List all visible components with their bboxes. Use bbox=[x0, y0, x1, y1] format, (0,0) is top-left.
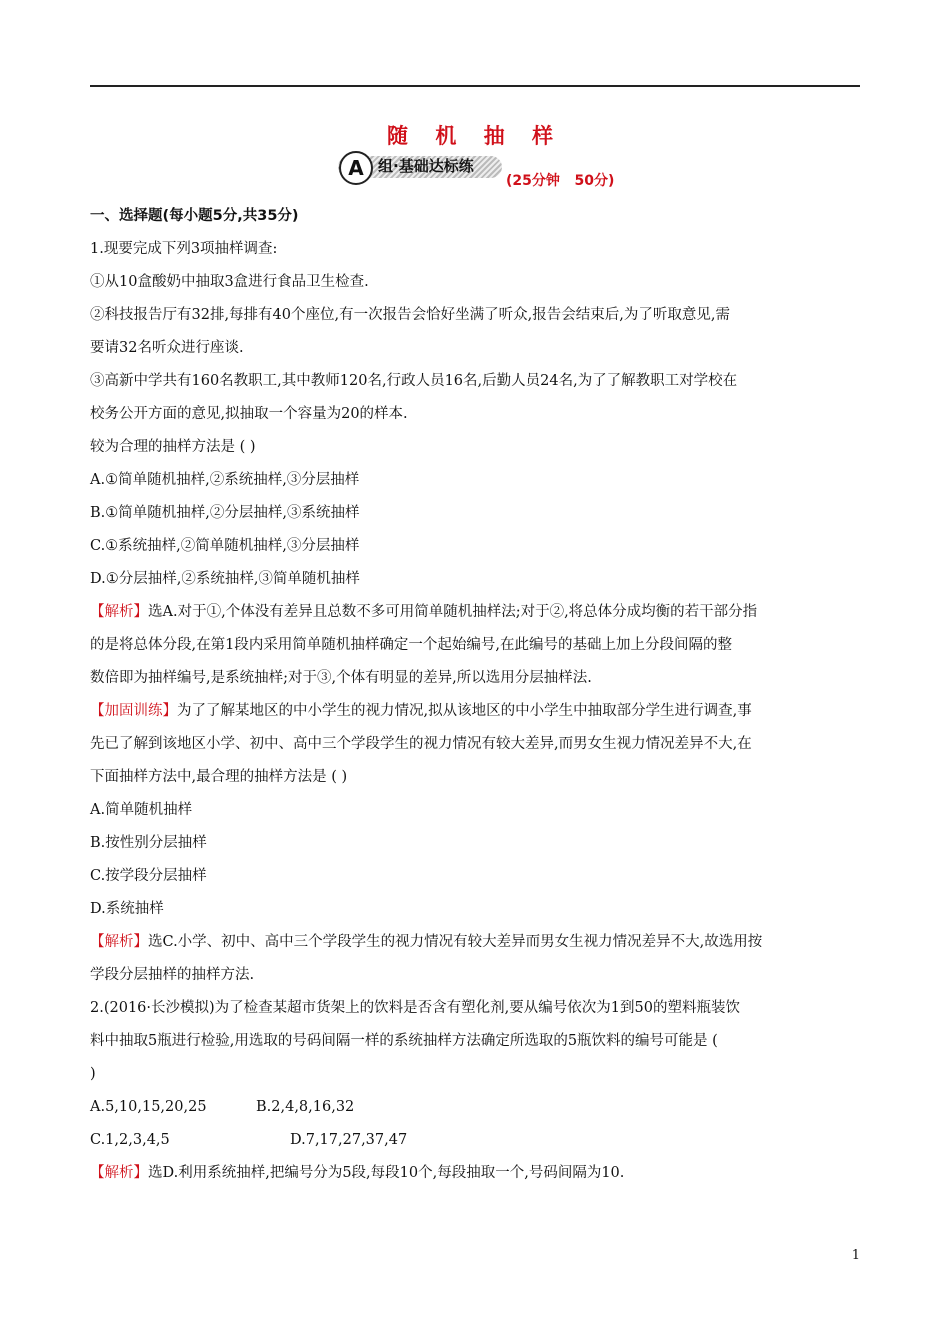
reinforce-text: 为了了解某地区的中小学生的视力情况,拟从该地区的中小学生中抽取部分学生进行调查,事 bbox=[177, 703, 752, 719]
q2-analysis bbox=[90, 1157, 862, 1190]
q1-stem: 1.现要完成下列3项抽样调查: bbox=[90, 241, 278, 257]
q1-analysis-cont-2: 数倍即为抽样编号,是系统抽样;对于③,个体有明显的差异,所以选用分层抽样法. bbox=[90, 670, 592, 686]
document-body bbox=[90, 200, 862, 1190]
reinforce-stem-cont: 先已了解到该地区小学、初中、高中三个学段学生的视力情况有较大差异,而男女生视力情况差异不大,在 bbox=[90, 736, 752, 752]
q2-stem-cont: 料中抽取5瓶进行检验,用选取的号码间隔一样的系统抽样方法确定所选取的5瓶饮料的编号可能是 ( bbox=[90, 1033, 718, 1049]
header-rule bbox=[90, 85, 860, 87]
q2-option-a: A.5,10,15,20,25 bbox=[90, 1099, 207, 1115]
section-heading: 一、选择题(每小题5分,共35分) bbox=[90, 208, 299, 224]
group-badge bbox=[338, 150, 758, 189]
q2-option-d: D.7,17,27,37,47 bbox=[290, 1132, 408, 1148]
q2-stem-cont-2: ) bbox=[90, 1066, 96, 1082]
q1-analysis-text: 选A.对于①,个体没有差异且总数不多可用简单随机抽样法;对于②,将总体分成均衡的若干部分指 bbox=[148, 604, 758, 620]
q1-item-3: ③高新中学共有160名教职工,其中教师120名,行政人员16名,后勤人员24名,为了了解教职工对学校在 bbox=[90, 373, 738, 389]
q1-item-1: ①从10盒酸奶中抽取3盒进行食品卫生检查. bbox=[90, 274, 369, 290]
q1-option-d: D.①分层抽样,②系统抽样,③简单随机抽样 bbox=[90, 571, 360, 587]
q1-option-c: C.①系统抽样,②简单随机抽样,③分层抽样 bbox=[90, 538, 360, 554]
analysis-tag: 【解析】 bbox=[90, 1165, 148, 1181]
q1-ask: 较为合理的抽样方法是 ( ) bbox=[90, 439, 256, 455]
q2-option-b: B.2,4,8,16,32 bbox=[256, 1099, 355, 1115]
q2-stem: 2.(2016·长沙模拟)为了检查某超市货架上的饮料是否含有塑化剂,要从编号依次为1到50的塑料瓶装饮 bbox=[90, 1000, 740, 1016]
q1-analysis bbox=[90, 596, 862, 629]
reinforce-stem bbox=[90, 695, 862, 728]
reinforce-option-d: D.系统抽样 bbox=[90, 901, 164, 917]
reinforce-option-c: C.按学段分层抽样 bbox=[90, 868, 207, 884]
q1-analysis-cont: 的是将总体分段,在第1段内采用简单随机抽样确定一个起始编号,在此编号的基础上加上分段间隔的整 bbox=[90, 637, 732, 653]
q1-option-a: A.①简单随机抽样,②系统抽样,③分层抽样 bbox=[90, 472, 360, 488]
reinforce-stem-cont-2: 下面抽样方法中,最合理的抽样方法是 ( ) bbox=[90, 769, 348, 785]
reinforce-tag: 【加固训练】 bbox=[90, 703, 177, 719]
q2-options-row-2 bbox=[90, 1124, 862, 1157]
reinforce-option-b: B.按性别分层抽样 bbox=[90, 835, 207, 851]
q1-item-3-cont: 校务公开方面的意见,拟抽取一个容量为20的样本. bbox=[90, 406, 408, 422]
group-letter-badge: A bbox=[339, 151, 373, 185]
q1-option-b: B.①简单随机抽样,②分层抽样,③系统抽样 bbox=[90, 505, 360, 521]
page-title: 随 机 抽 样 bbox=[387, 124, 563, 148]
q1-item-2: ②科技报告厅有32排,每排有40个座位,有一次报告会恰好坐满了听众,报告会结束后,为了听取意见,需 bbox=[90, 307, 730, 323]
analysis-tag: 【解析】 bbox=[90, 934, 148, 950]
q1-item-2-cont: 要请32名听众进行座谈. bbox=[90, 340, 244, 356]
reinforce-analysis-text: 选C.小学、初中、高中三个学段学生的视力情况有较大差异而男女生视力情况差异不大,故选用按 bbox=[148, 934, 763, 950]
q2-analysis-text: 选D.利用系统抽样,把编号分为5段,每段10个,每段抽取一个,号码间隔为10. bbox=[148, 1165, 625, 1181]
analysis-tag: 【解析】 bbox=[90, 604, 148, 620]
reinforce-option-a: A.简单随机抽样 bbox=[90, 802, 193, 818]
page-number: 1 bbox=[851, 1248, 860, 1263]
time-score-note: (25分钟 50分) bbox=[506, 173, 615, 189]
group-label: 组·基础达标练 bbox=[378, 157, 474, 175]
reinforce-analysis-cont: 学段分层抽样的抽样方法. bbox=[90, 967, 255, 983]
q2-options-row-1 bbox=[90, 1091, 862, 1124]
q2-option-c: C.1,2,3,4,5 bbox=[90, 1132, 170, 1148]
reinforce-analysis bbox=[90, 926, 862, 959]
